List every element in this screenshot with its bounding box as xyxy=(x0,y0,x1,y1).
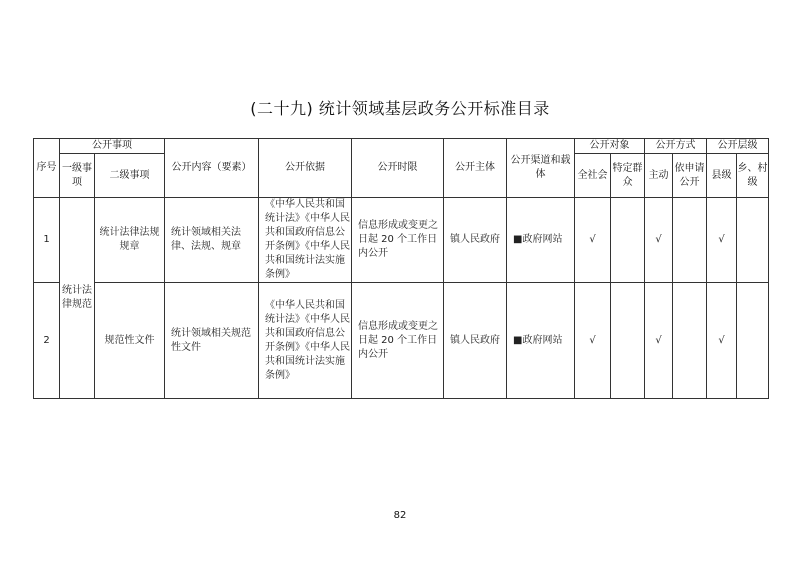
table-row xyxy=(34,198,769,283)
row-audience-all: √ xyxy=(575,283,611,399)
row-time-limit: 信息形成或变更之日起 20 个工作日内公开 xyxy=(352,198,444,283)
row-subject: 镇人民政府 xyxy=(444,198,507,283)
row-basis: 《中华人民共和国统计法》《中华人民共和国政府信息公开条例》《中华人民共和国统计法实施条例》 xyxy=(259,198,352,283)
page-title: (二十九) 统计领域基层政务公开标准目录 xyxy=(250,99,550,118)
header-matters: 公开事项 xyxy=(60,139,165,154)
header-audience-specific: 特定群众 xyxy=(611,154,645,198)
header-level1: 一级事项 xyxy=(60,154,95,198)
row-audience-specific xyxy=(611,283,645,399)
header-index: 序号 xyxy=(34,139,60,198)
page-number: 82 xyxy=(393,510,407,521)
row-level1: 统计法律规范 xyxy=(60,198,95,399)
row-channel: ■政府网站 xyxy=(507,283,575,399)
row-level2: 统计法律法规规章 xyxy=(95,198,165,283)
row-subject: 镇人民政府 xyxy=(444,283,507,399)
row-method-active: √ xyxy=(645,198,673,283)
row-audience-all: √ xyxy=(575,198,611,283)
row-level-town xyxy=(737,283,769,399)
row-content: 统计领域相关规范性文件 xyxy=(165,283,259,399)
row-content: 统计领域相关法律、法规、规章 xyxy=(165,198,259,283)
header-audience: 公开对象 xyxy=(575,139,645,154)
row-channel: ■政府网站 xyxy=(507,198,575,283)
row-method-request xyxy=(673,283,707,399)
header-content: 公开内容（要素） xyxy=(165,139,259,198)
header-level-town: 乡、村级 xyxy=(737,154,769,198)
row-level-town xyxy=(737,198,769,283)
row-audience-specific xyxy=(611,198,645,283)
catalog-table xyxy=(33,138,769,399)
header-time-limit: 公开时限 xyxy=(352,139,444,198)
row-index: 2 xyxy=(34,283,60,399)
header-method: 公开方式 xyxy=(645,139,707,154)
row-level-county: √ xyxy=(707,198,737,283)
table-row xyxy=(34,283,769,399)
row-method-active: √ xyxy=(645,283,673,399)
header-method-active: 主动 xyxy=(645,154,673,198)
header-subject: 公开主体 xyxy=(444,139,507,198)
row-level-county: √ xyxy=(707,283,737,399)
header-level2: 二级事项 xyxy=(95,154,165,198)
header-level: 公开层级 xyxy=(707,139,769,154)
header-channel: 公开渠道和载体 xyxy=(507,139,575,198)
row-method-request xyxy=(673,198,707,283)
row-level2: 规范性文件 xyxy=(95,283,165,399)
header-method-request: 依申请公开 xyxy=(673,154,707,198)
header-basis: 公开依据 xyxy=(259,139,352,198)
header-audience-all: 全社会 xyxy=(575,154,611,198)
row-index: 1 xyxy=(34,198,60,283)
row-basis: 《中华人民共和国统计法》《中华人民共和国政府信息公开条例》《中华人民共和国统计法实施条例》 xyxy=(259,283,352,399)
row-time-limit: 信息形成或变更之日起 20 个工作日内公开 xyxy=(352,283,444,399)
header-level-county: 县级 xyxy=(707,154,737,198)
